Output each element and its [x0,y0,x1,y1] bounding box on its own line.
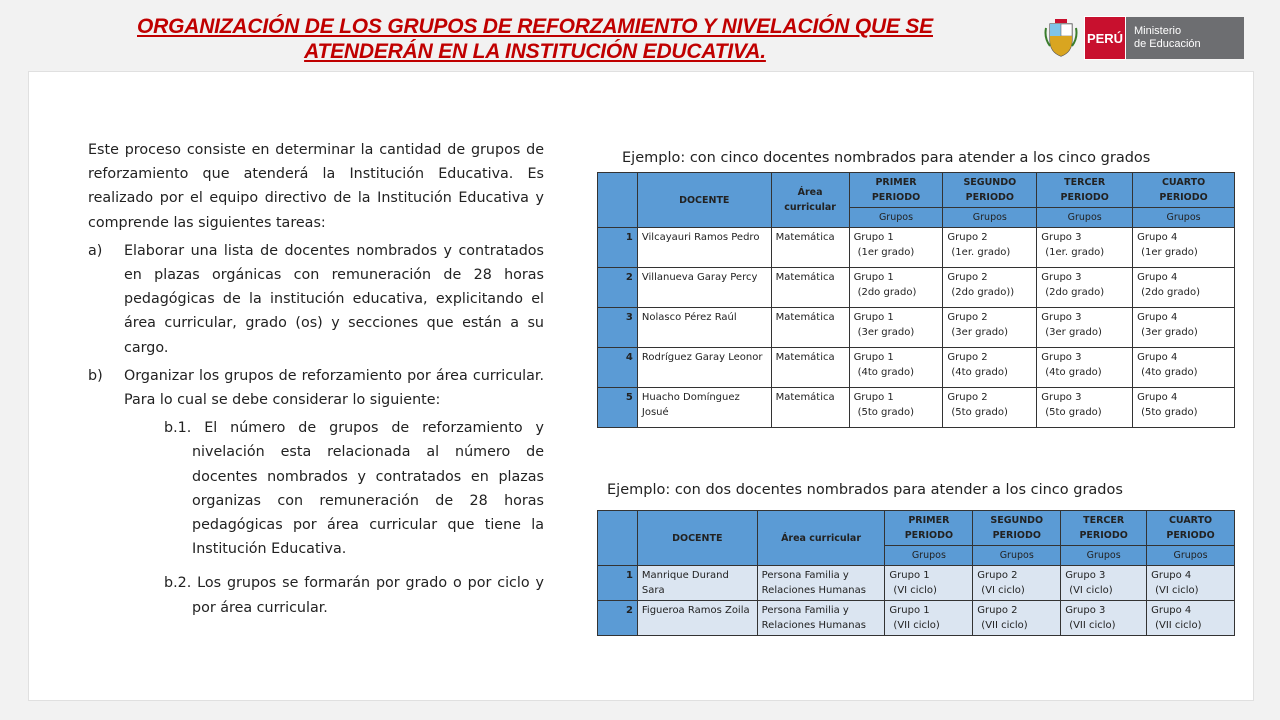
list-item-a [88,239,544,360]
list-marker: a) [88,242,103,259]
cell-line: (3er grado) [1141,327,1198,338]
table-two-teachers [597,510,1235,636]
cell-area [771,388,849,428]
cell-docente [637,308,771,348]
subheader-cell: Grupos [885,546,973,566]
column-header: CUARTO PERIODO [1147,511,1235,546]
cell-line: Grupo 4 [1137,232,1178,243]
subheader-cell: Grupos [1147,546,1235,566]
cell-line: (3er grado) [857,327,915,338]
page-title [30,14,1040,64]
table-row [598,268,1235,308]
body-text [88,138,544,630]
cell-line: Matemática [775,312,835,323]
cell-line: (2do grado) [857,287,917,298]
cell-line: Grupo 3 [1041,352,1082,363]
cell-p3 [1037,308,1133,348]
cell-p1 [849,348,943,388]
cell-line: (3er grado) [1045,327,1102,338]
cell-line: (3er grado) [951,327,1009,338]
cell-line: Grupo 2 [977,605,1018,616]
header-blank [598,511,638,566]
cell-line: Matemática [775,272,835,283]
list-item-b [88,364,544,412]
cell-line: (4to grado) [951,367,1008,378]
column-header: PRIMER PERIODO [849,173,943,208]
row-number: 3 [598,308,638,348]
column-header: TERCER PERIODO [1061,511,1147,546]
ministry-logo [1044,16,1244,60]
cell-p3 [1037,348,1133,388]
cell-area [771,308,849,348]
cell-p2 [943,308,1037,348]
cell-p2 [973,566,1061,601]
cell-line: Grupo 1 [853,312,894,323]
intro-paragraph: Este proceso consiste en determinar la cantidad de grupos de reforzamiento que atenderá la Institución Educativa. Es realizado por el equipo directivo de la Institución Educativa y comprende las siguientes tareas: [88,142,544,231]
row-number: 1 [598,228,638,268]
cell-p3 [1037,388,1133,428]
column-header: Área curricular [771,173,849,228]
list-marker: b) [88,367,103,384]
subheader-cell: Grupos [1037,208,1133,228]
cell-line: Matemática [775,232,835,243]
cell-p2 [973,601,1061,636]
cell-line: (2do grado)) [951,287,1015,298]
header-row [598,173,1235,208]
column-header: DOCENTE [637,173,771,228]
cell-line: Vilcayauri Ramos Pedro [641,232,760,243]
cell-p4 [1133,348,1235,388]
cell-line: Grupo 1 [853,352,894,363]
cell-p2 [943,268,1037,308]
table-row [598,308,1235,348]
cell-line: Grupo 3 [1065,570,1106,581]
cell-p3 [1037,228,1133,268]
ministry-name [1126,17,1244,59]
cell-docente [637,348,771,388]
ministry-line-2: de Educación [1134,38,1201,50]
table-five-teachers [597,172,1235,428]
cell-p1 [849,308,943,348]
table-row [598,388,1235,428]
cell-docente [637,268,771,308]
cell-p3 [1061,601,1147,636]
cell-line: Grupo 3 [1041,272,1082,283]
cell-p2 [943,228,1037,268]
subheader-cell: Grupos [973,546,1061,566]
cell-area [771,228,849,268]
cell-line: Nolasco Pérez Raúl [641,312,737,323]
subitem-b1: b.1. El número de grupos de reforzamiento y nivelación esta relacionada al número de docentes nombrados y contratados en plazas organizas con remuneración de 28 horas pedagógicas por área curricular que tiene la Institución Educativa. [164,420,544,558]
cell-line: Grupo 4 [1137,312,1178,323]
cell-line: (5to grado) [951,407,1008,418]
cell-docente [637,228,771,268]
cell-line: Grupo 3 [1065,605,1106,616]
table2-caption: Ejemplo: con dos docentes nombrados para atender a los cinco grados [607,482,1123,498]
cell-line: Grupo 4 [1137,272,1178,283]
cell-line: Grupo 2 [947,392,988,403]
row-number: 5 [598,388,638,428]
column-header: CUARTO PERIODO [1133,173,1235,208]
table-row [598,601,1235,636]
cell-line: Grupo 3 [1041,392,1082,403]
cell-line: (1er grado) [857,247,915,258]
cell-line: Villanueva Garay Percy [641,272,758,283]
subheader-cell: Grupos [943,208,1037,228]
cell-docente [637,601,757,636]
cell-line: Grupo 4 [1137,392,1178,403]
cell-p1 [849,268,943,308]
cell-line: (4to grado) [857,367,914,378]
cell-line: Grupo 4 [1151,605,1192,616]
cell-p4 [1147,566,1235,601]
subitem-b2: b.2. Los grupos se formarán por grado o por ciclo y por área curricular. [164,575,544,616]
cell-line: Grupo 1 [889,605,930,616]
cell-p1 [885,566,973,601]
cell-p2 [943,348,1037,388]
cell-line: Grupo 3 [1041,312,1082,323]
column-header: DOCENTE [637,511,757,566]
cell-p2 [943,388,1037,428]
column-header: SEGUNDO PERIODO [973,511,1061,546]
cell-line: (2do grado) [1045,287,1105,298]
cell-line: (2do grado) [1141,287,1200,298]
cell-line: Persona Familia y Relaciones Humanas [761,605,866,631]
cell-line: (5to grado) [1045,407,1102,418]
cell-area [771,268,849,308]
cell-line: Grupo 4 [1137,352,1178,363]
cell-line: (5to grado) [1141,407,1198,418]
cell-line: Grupo 2 [977,570,1018,581]
cell-line: Figueroa Ramos Zoila [641,605,750,616]
cell-area [771,348,849,388]
cell-docente [637,566,757,601]
cell-p3 [1037,268,1133,308]
cell-line: Grupo 2 [947,232,988,243]
subheader-cell: Grupos [1133,208,1235,228]
cell-p1 [849,228,943,268]
cell-line: Grupo 2 [947,312,988,323]
peru-label: PERÚ [1084,16,1126,60]
cell-line: Matemática [775,392,835,403]
cell-p4 [1133,268,1235,308]
cell-line: (5to grado) [857,407,914,418]
cell-line: (4to grado) [1141,367,1198,378]
cell-line: (1er. grado) [951,247,1011,258]
row-number: 4 [598,348,638,388]
cell-docente [637,388,771,428]
cell-line: Grupo 1 [853,232,894,243]
cell-line: Grupo 3 [1041,232,1082,243]
cell-p4 [1133,228,1235,268]
cell-line: Manrique Durand Sara [641,570,729,596]
cell-line: Grupo 1 [853,272,894,283]
cell-line: Grupo 1 [889,570,930,581]
table-row [598,228,1235,268]
cell-line: Grupo 2 [947,272,988,283]
row-number: 1 [598,566,638,601]
cell-line: Huacho Domínguez Josué [641,392,740,418]
row-number: 2 [598,601,638,636]
cell-line: (VII ciclo) [893,620,940,631]
coat-of-arms-icon [1044,18,1078,58]
cell-line: (VII ciclo) [981,620,1028,631]
cell-line: (VI ciclo) [1069,585,1113,596]
column-header: SEGUNDO PERIODO [943,173,1037,208]
cell-line: (VI ciclo) [893,585,937,596]
cell-p3 [1061,566,1147,601]
table-row [598,348,1235,388]
column-header: TERCER PERIODO [1037,173,1133,208]
subheader-cell: Grupos [1061,546,1147,566]
cell-line: (1er grado) [1141,247,1198,258]
title-line-2: ATENDERÁN EN LA INSTITUCIÓN EDUCATIVA. [304,40,766,63]
table1-caption: Ejemplo: con cinco docentes nombrados para atender a los cinco grados [622,150,1151,166]
cell-line: Grupo 1 [853,392,894,403]
cell-line: Persona Familia y Relaciones Humanas [761,570,866,596]
cell-line: (4to grado) [1045,367,1102,378]
cell-area [757,566,885,601]
subheader-cell: Grupos [849,208,943,228]
cell-line: (VI ciclo) [1155,585,1199,596]
cell-line: (VII ciclo) [1155,620,1202,631]
list-text: Elaborar una lista de docentes nombrados y contratados en plazas orgánicas con remuneración de 28 horas pedagógicas de la institución educativa, explicitando el área curricular, grado (os) y secciones que están a su cargo. [124,242,544,356]
header-row [598,511,1235,546]
row-number: 2 [598,268,638,308]
cell-p4 [1147,601,1235,636]
cell-line: (VII ciclo) [1069,620,1116,631]
title-line-1: ORGANIZACIÓN DE LOS GRUPOS DE REFORZAMIENTO Y NIVELACIÓN QUE SE [137,15,933,38]
cell-line: Grupo 4 [1151,570,1192,581]
cell-line: Rodríguez Garay Leonor [641,352,763,363]
ministry-line-1: Ministerio [1134,25,1182,37]
cell-line: (1er. grado) [1045,247,1105,258]
column-header: Área curricular [757,511,885,566]
list-text: Organizar los grupos de reforzamiento por área curricular. Para lo cual se debe considerar lo siguiente: [124,367,544,409]
cell-p4 [1133,388,1235,428]
header-blank [598,173,638,228]
cell-line: (VI ciclo) [981,585,1025,596]
table-row [598,566,1235,601]
cell-line: Matemática [775,352,835,363]
cell-area [757,601,885,636]
cell-p4 [1133,308,1235,348]
cell-line: Grupo 2 [947,352,988,363]
cell-p1 [849,388,943,428]
cell-p1 [885,601,973,636]
column-header: PRIMER PERIODO [885,511,973,546]
